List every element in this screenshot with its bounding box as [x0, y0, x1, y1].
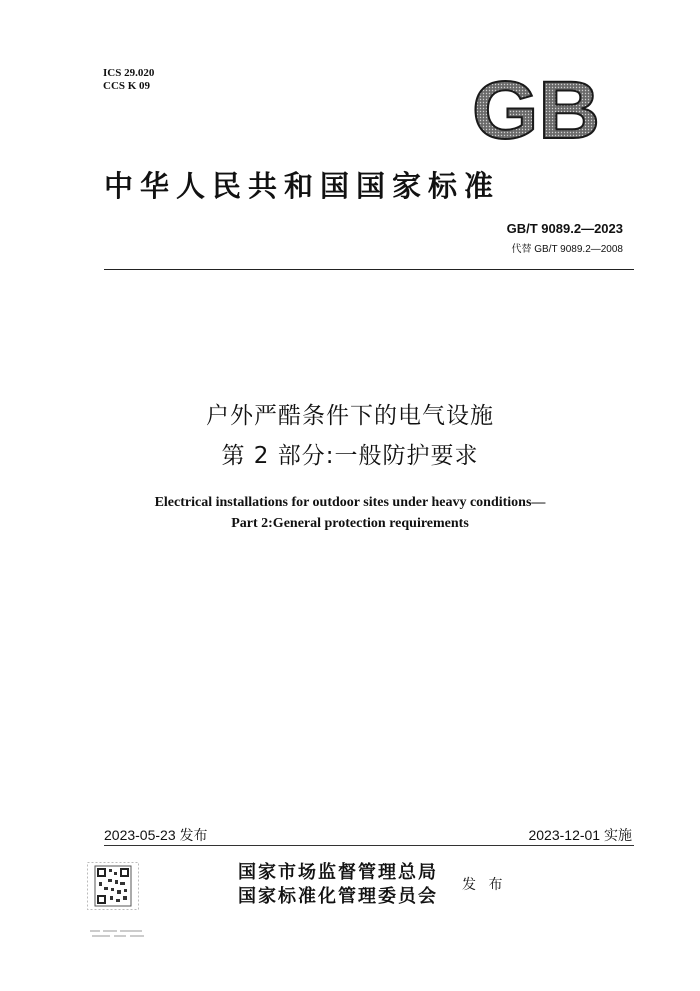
- chinese-title-line2: 第 2 部分:一般防护要求: [221, 443, 479, 469]
- replaces-standard: 代替 GB/T 9089.2—2008: [511, 244, 623, 255]
- release-date: 2023-05-23 发布: [104, 827, 208, 843]
- classification-codes: [103, 67, 154, 93]
- publish-label: 发 布: [462, 877, 507, 893]
- standard-type-title: 中华人民共和国国家标准: [104, 169, 501, 203]
- gb-standard-logo: [470, 74, 602, 144]
- standard-number: GB/T 9089.2—2023: [506, 221, 623, 236]
- ccs-code: CCS K 09: [103, 80, 151, 92]
- faint-scan-mark: [90, 928, 148, 940]
- chinese-title-line1: 户外严酷条件下的电气设施: [206, 403, 494, 429]
- issuer-sac: 国家标准化管理委员会: [238, 886, 438, 907]
- ics-code: ICS 29.020: [103, 67, 155, 79]
- header-divider: [104, 269, 634, 270]
- issuer-samr: 国家市场监督管理总局: [238, 862, 438, 883]
- implementation-date: 2023-12-01 实施: [528, 827, 632, 843]
- footer-divider: [104, 845, 634, 846]
- english-title-line1: Electrical installations for outdoor sites under heavy conditions—: [154, 495, 546, 510]
- english-title-line2: Part 2:General protection requirements: [231, 516, 469, 531]
- qr-code-icon: [87, 862, 139, 910]
- gb-logo-text: GB: [472, 74, 600, 144]
